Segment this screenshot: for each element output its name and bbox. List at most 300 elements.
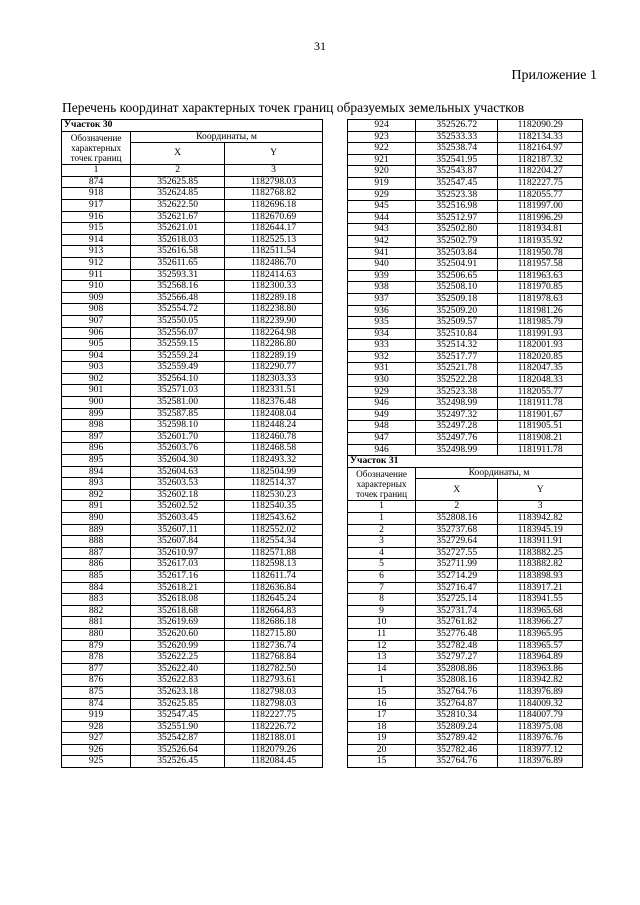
y-coordinate: 1181957.58 (498, 259, 583, 271)
table-row (348, 433, 583, 445)
y-coordinate: 1183964.89 (498, 652, 583, 664)
point-id: 10 (348, 617, 416, 629)
table-row (348, 235, 583, 247)
x-coordinate: 352559.15 (131, 339, 225, 351)
point-id: 924 (348, 120, 416, 132)
y-coordinate: 1182286.80 (225, 339, 323, 351)
point-id: 885 (62, 570, 131, 582)
y-coordinate: 1181935.92 (498, 235, 583, 247)
y-coordinate: 1182300.33 (225, 281, 323, 293)
point-id: 933 (348, 340, 416, 352)
y-coordinate: 1182047.35 (498, 363, 583, 375)
table-row (348, 744, 583, 756)
table-row (348, 340, 583, 352)
point-id: 878 (62, 652, 131, 664)
point-id: 915 (62, 223, 131, 235)
y-coordinate: 1183975.08 (498, 721, 583, 733)
x-coordinate: 352714.29 (416, 570, 498, 582)
y-coordinate: 1183977.12 (498, 744, 583, 756)
point-id: 6 (348, 570, 416, 582)
table-row (62, 663, 323, 675)
header-y: Y (498, 479, 583, 501)
point-id: 946 (348, 444, 416, 456)
table-row (62, 686, 323, 698)
table-row (348, 663, 583, 675)
x-coordinate: 352764.87 (416, 698, 498, 710)
y-coordinate: 1182187.32 (498, 154, 583, 166)
table-row (348, 594, 583, 606)
table-row (62, 605, 323, 617)
point-id: 8 (348, 594, 416, 606)
table-row (62, 246, 323, 258)
table-row (348, 351, 583, 363)
table-row (62, 628, 323, 640)
x-coordinate: 352618.03 (131, 234, 225, 246)
table-row (348, 386, 583, 398)
point-id: 896 (62, 443, 131, 455)
y-coordinate: 1184007.79 (498, 710, 583, 722)
x-coordinate: 352604.30 (131, 455, 225, 467)
table-row (62, 420, 323, 432)
coordinates-table-right (347, 119, 583, 768)
point-id: 922 (348, 143, 416, 155)
y-coordinate: 1182331.51 (225, 385, 323, 397)
x-coordinate: 352604.63 (131, 466, 225, 478)
x-coordinate: 352782.48 (416, 640, 498, 652)
table-row (62, 547, 323, 559)
point-id: 944 (348, 212, 416, 224)
point-id: 946 (348, 398, 416, 410)
table-row (348, 640, 583, 652)
table-row (348, 524, 583, 536)
table-row (62, 675, 323, 687)
point-id: 882 (62, 605, 131, 617)
x-coordinate: 352510.84 (416, 328, 498, 340)
x-coordinate: 352526.72 (416, 120, 498, 132)
table-row (62, 211, 323, 223)
x-coordinate: 352550.05 (131, 315, 225, 327)
point-id: 925 (62, 756, 131, 768)
y-coordinate: 1182204.27 (498, 166, 583, 178)
table-row (348, 444, 583, 456)
y-coordinate: 1182571.88 (225, 547, 323, 559)
point-id: 903 (62, 362, 131, 374)
y-coordinate: 1183942.82 (498, 675, 583, 687)
point-id: 9 (348, 605, 416, 617)
appendix-label: Приложение 1 (511, 68, 597, 83)
table-row (62, 443, 323, 455)
table-row (62, 698, 323, 710)
point-id: 936 (348, 305, 416, 317)
y-coordinate: 1181978.63 (498, 293, 583, 305)
y-coordinate: 1183965.68 (498, 605, 583, 617)
x-coordinate: 352620.60 (131, 628, 225, 640)
x-coordinate: 352512.97 (416, 212, 498, 224)
x-coordinate: 352556.07 (131, 327, 225, 339)
point-id: 931 (348, 363, 416, 375)
table-row (62, 756, 323, 768)
x-coordinate: 352731.74 (416, 605, 498, 617)
x-coordinate: 352622.83 (131, 675, 225, 687)
document-title: Перечень координат характерных точек границ образуемых земельных участков (62, 100, 525, 115)
table-row (348, 189, 583, 201)
y-coordinate: 1182408.04 (225, 408, 323, 420)
table-row (348, 154, 583, 166)
point-id: 947 (348, 433, 416, 445)
point-id: 934 (348, 328, 416, 340)
point-id: 895 (62, 455, 131, 467)
y-coordinate: 1182645.24 (225, 594, 323, 606)
x-coordinate: 352617.03 (131, 559, 225, 571)
x-coordinate: 352711.99 (416, 559, 498, 571)
point-id: 899 (62, 408, 131, 420)
y-coordinate: 1182504.99 (225, 466, 323, 478)
y-coordinate: 1182540.35 (225, 501, 323, 513)
y-coordinate: 1182514.37 (225, 478, 323, 490)
table-row (62, 744, 323, 756)
x-coordinate: 352497.32 (416, 409, 498, 421)
point-id: 917 (62, 199, 131, 211)
table-row (348, 282, 583, 294)
x-coordinate: 352509.20 (416, 305, 498, 317)
table-row (348, 259, 583, 271)
table-row (348, 617, 583, 629)
x-coordinate: 352624.85 (131, 188, 225, 200)
x-coordinate: 352498.99 (416, 398, 498, 410)
x-coordinate: 352789.42 (416, 733, 498, 745)
y-coordinate: 1183965.95 (498, 628, 583, 640)
y-coordinate: 1182084.45 (225, 756, 323, 768)
y-coordinate: 1182511.54 (225, 246, 323, 258)
table-row (348, 305, 583, 317)
point-id: 875 (62, 686, 131, 698)
table-row (62, 315, 323, 327)
x-coordinate: 352566.48 (131, 292, 225, 304)
point-id: 901 (62, 385, 131, 397)
header-num-2: 2 (416, 501, 498, 513)
x-coordinate: 352559.24 (131, 350, 225, 362)
x-coordinate: 352551.90 (131, 721, 225, 733)
y-coordinate: 1181991.93 (498, 328, 583, 340)
point-id: 18 (348, 721, 416, 733)
point-id: 888 (62, 536, 131, 548)
table-row (348, 628, 583, 640)
x-coordinate: 352559.49 (131, 362, 225, 374)
y-coordinate: 1181996.29 (498, 212, 583, 224)
table-row (62, 408, 323, 420)
x-coordinate: 352508.10 (416, 282, 498, 294)
table-row (62, 188, 323, 200)
point-id: 894 (62, 466, 131, 478)
x-coordinate: 352764.76 (416, 686, 498, 698)
point-id: 919 (348, 177, 416, 189)
x-coordinate: 352522.28 (416, 375, 498, 387)
point-id: 930 (348, 375, 416, 387)
y-coordinate: 1181963.63 (498, 270, 583, 282)
header-number-row (62, 165, 323, 177)
table-row (62, 733, 323, 745)
point-id: 910 (62, 281, 131, 293)
header-designation: Обозначение характерных точек границ (348, 467, 416, 501)
x-coordinate: 352809.24 (416, 721, 498, 733)
table-row (348, 166, 583, 178)
point-id: 939 (348, 270, 416, 282)
table-row (348, 409, 583, 421)
header-x: X (416, 479, 498, 501)
y-coordinate: 1183976.76 (498, 733, 583, 745)
x-coordinate: 352623.18 (131, 686, 225, 698)
point-id: 928 (62, 721, 131, 733)
table-row (62, 501, 323, 513)
x-coordinate: 352810.34 (416, 710, 498, 722)
point-id: 16 (348, 698, 416, 710)
point-id: 13 (348, 652, 416, 664)
y-coordinate: 1182686.18 (225, 617, 323, 629)
x-coordinate: 352509.18 (416, 293, 498, 305)
point-id: 4 (348, 547, 416, 559)
point-id: 916 (62, 211, 131, 223)
table-row (62, 594, 323, 606)
table-row (348, 710, 583, 722)
table-row (62, 269, 323, 281)
point-id: 11 (348, 628, 416, 640)
table-row (348, 756, 583, 768)
x-coordinate: 352571.03 (131, 385, 225, 397)
y-coordinate: 1182289.19 (225, 350, 323, 362)
table-row (62, 582, 323, 594)
y-coordinate: 1183963.86 (498, 663, 583, 675)
y-coordinate: 1182303.33 (225, 373, 323, 385)
x-coordinate: 352729.64 (416, 536, 498, 548)
x-coordinate: 352509.57 (416, 317, 498, 329)
y-coordinate: 1183898.93 (498, 570, 583, 582)
x-coordinate: 352503.84 (416, 247, 498, 259)
y-coordinate: 1181901.67 (498, 409, 583, 421)
table-row (62, 292, 323, 304)
header-num-3: 3 (498, 501, 583, 513)
x-coordinate: 352504.91 (416, 259, 498, 271)
y-coordinate: 1183976.89 (498, 756, 583, 768)
point-id: 880 (62, 628, 131, 640)
y-coordinate: 1183882.25 (498, 547, 583, 559)
point-id: 1 (348, 675, 416, 687)
y-coordinate: 1183911.91 (498, 536, 583, 548)
x-coordinate: 352587.85 (131, 408, 225, 420)
point-id: 948 (348, 421, 416, 433)
header-x: X (131, 143, 225, 165)
y-coordinate: 1183976.89 (498, 686, 583, 698)
table-row (62, 234, 323, 246)
header-designation: Обозначение характерных точек границ (62, 131, 131, 165)
x-coordinate: 352808.16 (416, 675, 498, 687)
x-coordinate: 352502.80 (416, 224, 498, 236)
y-coordinate: 1182020.85 (498, 351, 583, 363)
table-row (62, 652, 323, 664)
y-coordinate: 1181970.85 (498, 282, 583, 294)
table-row (348, 398, 583, 410)
point-id: 893 (62, 478, 131, 490)
point-id: 898 (62, 420, 131, 432)
y-coordinate: 1181905.51 (498, 421, 583, 433)
x-coordinate: 352523.38 (416, 189, 498, 201)
page-number: 31 (314, 39, 326, 53)
point-id: 15 (348, 756, 416, 768)
point-id: 17 (348, 710, 416, 722)
point-id: 20 (348, 744, 416, 756)
header-num-1: 1 (62, 165, 131, 177)
header-num-2: 2 (131, 165, 225, 177)
y-coordinate: 1182530.23 (225, 489, 323, 501)
table-row (62, 199, 323, 211)
table-row (348, 247, 583, 259)
y-coordinate: 1182554.34 (225, 536, 323, 548)
x-coordinate: 352502.79 (416, 235, 498, 247)
y-coordinate: 1182798.03 (225, 698, 323, 710)
point-id: 911 (62, 269, 131, 281)
table-row (62, 536, 323, 548)
point-id: 874 (62, 176, 131, 188)
x-coordinate: 352564.10 (131, 373, 225, 385)
y-coordinate: 1182376.48 (225, 397, 323, 409)
y-coordinate: 1182715.80 (225, 628, 323, 640)
y-coordinate: 1183882.82 (498, 559, 583, 571)
y-coordinate: 1181934.81 (498, 224, 583, 236)
y-coordinate: 1183942.82 (498, 513, 583, 525)
y-coordinate: 1182798.03 (225, 176, 323, 188)
table-row (348, 721, 583, 733)
point-id: 12 (348, 640, 416, 652)
y-coordinate: 1181997.00 (498, 201, 583, 213)
x-coordinate: 352497.76 (416, 433, 498, 445)
table-row (348, 686, 583, 698)
y-coordinate: 1182079.26 (225, 744, 323, 756)
x-coordinate: 352523.38 (416, 386, 498, 398)
header-num-3: 3 (225, 165, 323, 177)
x-coordinate: 352611.65 (131, 257, 225, 269)
point-id: 874 (62, 698, 131, 710)
x-coordinate: 352776.48 (416, 628, 498, 640)
y-coordinate: 1182460.78 (225, 431, 323, 443)
x-coordinate: 352727.55 (416, 547, 498, 559)
point-id: 7 (348, 582, 416, 594)
y-coordinate: 1181908.21 (498, 433, 583, 445)
point-id: 884 (62, 582, 131, 594)
table-row (62, 524, 323, 536)
table-row (62, 281, 323, 293)
table-row (348, 177, 583, 189)
table-row (62, 397, 323, 409)
table-row (348, 547, 583, 559)
x-coordinate: 352618.68 (131, 605, 225, 617)
table-row (348, 212, 583, 224)
x-coordinate: 352625.85 (131, 698, 225, 710)
point-id: 879 (62, 640, 131, 652)
table-row (62, 466, 323, 478)
section-row (62, 120, 323, 132)
x-coordinate: 352526.64 (131, 744, 225, 756)
point-id: 927 (62, 733, 131, 745)
table-row (348, 328, 583, 340)
point-id: 891 (62, 501, 131, 513)
table-row (348, 605, 583, 617)
table-row (62, 362, 323, 374)
point-id: 942 (348, 235, 416, 247)
y-coordinate: 1181985.79 (498, 317, 583, 329)
point-id: 886 (62, 559, 131, 571)
x-coordinate: 352616.58 (131, 246, 225, 258)
section-title: Участок 31 (348, 456, 583, 468)
point-id: 909 (62, 292, 131, 304)
x-coordinate: 352808.86 (416, 663, 498, 675)
x-coordinate: 352622.50 (131, 199, 225, 211)
y-coordinate: 1182486.70 (225, 257, 323, 269)
point-id: 941 (348, 247, 416, 259)
y-coordinate: 1183917.21 (498, 582, 583, 594)
x-coordinate: 352498.99 (416, 444, 498, 456)
table-row (348, 317, 583, 329)
section-title: Участок 30 (62, 120, 323, 132)
point-id: 923 (348, 131, 416, 143)
point-id: 935 (348, 317, 416, 329)
point-id: 902 (62, 373, 131, 385)
y-coordinate: 1183945.19 (498, 524, 583, 536)
y-coordinate: 1182090.29 (498, 120, 583, 132)
x-coordinate: 352621.67 (131, 211, 225, 223)
point-id: 876 (62, 675, 131, 687)
x-coordinate: 352618.08 (131, 594, 225, 606)
y-coordinate: 1182598.13 (225, 559, 323, 571)
x-coordinate: 352521.78 (416, 363, 498, 375)
y-coordinate: 1182670.69 (225, 211, 323, 223)
point-id: 932 (348, 351, 416, 363)
y-coordinate: 1182134.33 (498, 131, 583, 143)
x-coordinate: 352797.27 (416, 652, 498, 664)
header-coords: Координаты, м (416, 467, 583, 479)
point-id: 908 (62, 304, 131, 316)
point-id: 19 (348, 733, 416, 745)
x-coordinate: 352541.95 (416, 154, 498, 166)
x-coordinate: 352617.16 (131, 570, 225, 582)
table-row (62, 257, 323, 269)
point-id: 883 (62, 594, 131, 606)
point-id: 906 (62, 327, 131, 339)
y-coordinate: 1182736.74 (225, 640, 323, 652)
table-row (62, 513, 323, 525)
y-coordinate: 1182226.72 (225, 721, 323, 733)
y-coordinate: 1182543.62 (225, 513, 323, 525)
y-coordinate: 1182798.03 (225, 686, 323, 698)
table-row (62, 478, 323, 490)
x-coordinate: 352581.00 (131, 397, 225, 409)
y-coordinate: 1182290.77 (225, 362, 323, 374)
table-row (348, 513, 583, 525)
point-id: 937 (348, 293, 416, 305)
table-row (62, 617, 323, 629)
point-id: 940 (348, 259, 416, 271)
y-coordinate: 1183966.27 (498, 617, 583, 629)
x-coordinate: 352603.53 (131, 478, 225, 490)
table-row (348, 201, 583, 213)
table-row (62, 489, 323, 501)
point-id: 921 (348, 154, 416, 166)
y-coordinate: 1182525.13 (225, 234, 323, 246)
x-coordinate: 352737.68 (416, 524, 498, 536)
y-coordinate: 1183965.57 (498, 640, 583, 652)
y-coordinate: 1182227.75 (498, 177, 583, 189)
x-coordinate: 352610.97 (131, 547, 225, 559)
y-coordinate: 1182468.58 (225, 443, 323, 455)
point-id: 918 (62, 188, 131, 200)
